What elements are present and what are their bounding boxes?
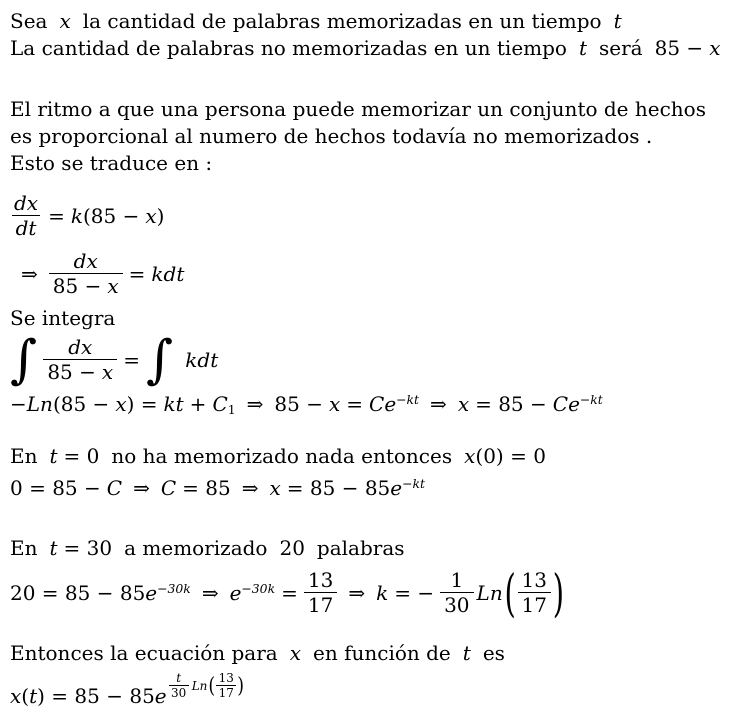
implies-arrow: ⇒ [201,581,219,605]
close-paren-equals-85-minus-85: ) = 85 − 85 [37,684,155,709]
equals-0: = 0 [63,444,100,468]
math-num-85-minus: 85 − [274,392,323,416]
math-var-t: t [29,684,38,709]
numerator: 13 [218,670,234,685]
math-var-x: x [59,9,71,33]
fraction-13-17 [304,568,337,618]
math-var-k: k [70,204,83,228]
math-var-t: t [462,641,471,665]
fraction-dx-85x [49,249,123,299]
equation-lhs [10,581,191,605]
numerator: t [176,670,182,685]
numerator: dx [73,249,98,273]
math-Ce: Ce [369,392,397,416]
minus-sign: − [10,392,27,416]
math-var-x: x [464,444,476,468]
implies-arrow: ⇒ [348,581,366,605]
math-kdt: kdt [151,262,185,286]
numerator: dx [68,335,93,359]
superscript-minus-30k: −30k [157,581,191,597]
fraction-dx-85x [43,335,117,385]
math-var-e: e [390,476,403,500]
superscript-minus-30k: −30k [241,581,276,597]
math-open-paren-85: (85 − [52,392,110,416]
text-run: Entonces la ecuación para [10,641,278,665]
math-var-x: x [107,274,119,298]
equals-85: = 85 [182,476,231,500]
equation-k [376,581,440,605]
equation-lhs [10,684,167,708]
statement-line-2: es proporcional al numero de hechos todavía no memorizados . [10,124,653,148]
ln-function: Ln [26,392,53,416]
math-kt: kt [163,392,184,416]
superscript-minus-kt: −kt [402,476,425,492]
math-20-85-minus-85: 20 = 85 − 85 [10,581,146,605]
initial-condition-line [10,443,729,470]
plus-sign: + [189,392,207,416]
math-var-x: x [145,204,157,228]
equation-integrals [10,330,729,390]
denominator: 17 [216,685,236,701]
equation-ln-solution [10,388,729,423]
open-paren: ( [208,673,216,699]
math-solution-document [10,8,729,711]
math-num-85-minus: 85 − [654,36,704,60]
text-run: la cantidad de palabras memorizadas en un tiempo [82,9,602,33]
math-num-20: 20 [279,536,305,560]
denominator [49,273,123,299]
equation-rhs [123,262,185,286]
statement-line-3: Esto se traduce en : [10,151,213,175]
fraction-t-30 [169,671,189,701]
ln-function: Ln [476,581,503,605]
math-var-x: x [101,360,114,384]
fraction-1-30 [440,568,473,618]
math-Ce: Ce [552,392,580,416]
denominator: 30 [440,592,473,618]
math-num-85-minus: 85 − [52,274,102,298]
equals-minus: = − [394,581,435,605]
word-sea: Sea [10,9,48,33]
numerator: 13 [307,568,334,592]
math-x0-equals-0: (0) = 0 [475,444,546,468]
ln-function: Ln [191,679,208,693]
vertical-gap [10,425,729,443]
fraction-dx-dt [10,191,42,241]
integral-sign: ∫ [145,330,174,390]
math-var-x: x [289,641,301,665]
math-num-85-minus: 85 − [47,360,96,384]
conclusion-line [10,640,729,667]
math-var-x: x [328,392,341,416]
text-run: a memorizado [124,536,268,560]
exponent-block [169,671,245,701]
equals-sign: = [123,348,140,372]
text-run: en función de [313,641,451,665]
numerator: dx [14,191,39,215]
implies-arrow: ⇒ [430,392,447,416]
statement-line-1: El ritmo a que una persona puede memorizar un conjunto de hechos [10,97,706,121]
equals-85-minus-85: = 85 − 85 [286,476,391,500]
math-var-C: C [212,392,228,416]
superscript-minus-kt: −kt [396,392,420,408]
implies-arrow: ⇒ [21,262,38,286]
vertical-gap [10,618,729,640]
word-palabras: palabras [316,536,405,560]
big-close-paren: ) [552,563,565,623]
math-0-85-minus: 0 = 85 − [10,476,101,500]
fraction-13-17 [518,568,551,618]
text-run: no ha memorizado nada entonces [111,444,453,468]
denominator [43,359,117,385]
math-var-t: t [49,444,58,468]
subscript-1: 1 [227,402,236,418]
denominator: 30 [169,685,189,701]
math-var-e: e [229,581,242,605]
word-en: En [10,444,38,468]
equation-constant-C [10,472,729,507]
equation-final-solution [10,670,729,711]
math-var-k: k [376,581,389,605]
math-var-x: x [709,36,721,60]
intro-line-2 [10,35,729,62]
implies-arrow: ⇒ [246,392,264,416]
intro-line-1 [10,8,729,35]
math-var-e: e [154,684,167,709]
se-integra-label: Se integra [10,306,116,330]
word-sera: será [599,36,643,60]
equals-85-minus: = 85 − [475,392,547,416]
equation-middle [230,581,298,605]
math-var-x: x [457,392,470,416]
numerator: 13 [521,568,547,592]
superscript-minus-kt: −kt [579,392,603,408]
math-var-x: x [10,684,22,709]
integral-sign: ∫ [10,330,38,390]
equation-separated-variables [10,249,729,299]
math-var-C: C [160,476,177,500]
text-run: La cantidad de palabras no memorizadas en un tiempo [10,36,567,60]
math-open-paren-85: (85 − [82,204,140,228]
open-paren: ( [21,684,30,709]
equation-solve-k [10,563,729,623]
close-paren-equals: ) = [126,392,158,416]
equals-sign: = [48,204,65,228]
implies-arrow: ⇒ [241,476,259,500]
denominator: dt [12,215,41,241]
denominator: 17 [518,592,551,618]
numerator: 1 [450,568,464,592]
vertical-gap [10,509,729,535]
close-paren: ) [237,673,245,699]
math-close-paren: ) [156,204,165,228]
equation-rhs [42,204,164,228]
math-var-e: e [145,581,158,605]
equals-30: = 30 [63,536,113,560]
word-es: es [482,641,505,665]
implies-arrow: ⇒ [133,476,150,500]
math-var-t: t [49,536,58,560]
vertical-gap [10,62,729,96]
math-var-C: C [106,476,123,500]
math-var-x: x [269,476,281,500]
math-kdt: kdt [185,348,219,372]
fraction-13-17 [216,671,236,701]
math-var-t: t [613,9,622,33]
math-var-x: x [115,392,127,416]
equation-rate-ode [10,191,729,241]
t30-condition-line [10,535,729,562]
math-var-t: t [578,36,588,60]
equals-sign: = [128,262,146,286]
equals-sign: = [346,392,364,416]
equals-sign: = [281,581,298,605]
denominator: 17 [304,592,337,618]
word-en: En [10,536,38,560]
big-open-paren: ( [504,563,516,623]
